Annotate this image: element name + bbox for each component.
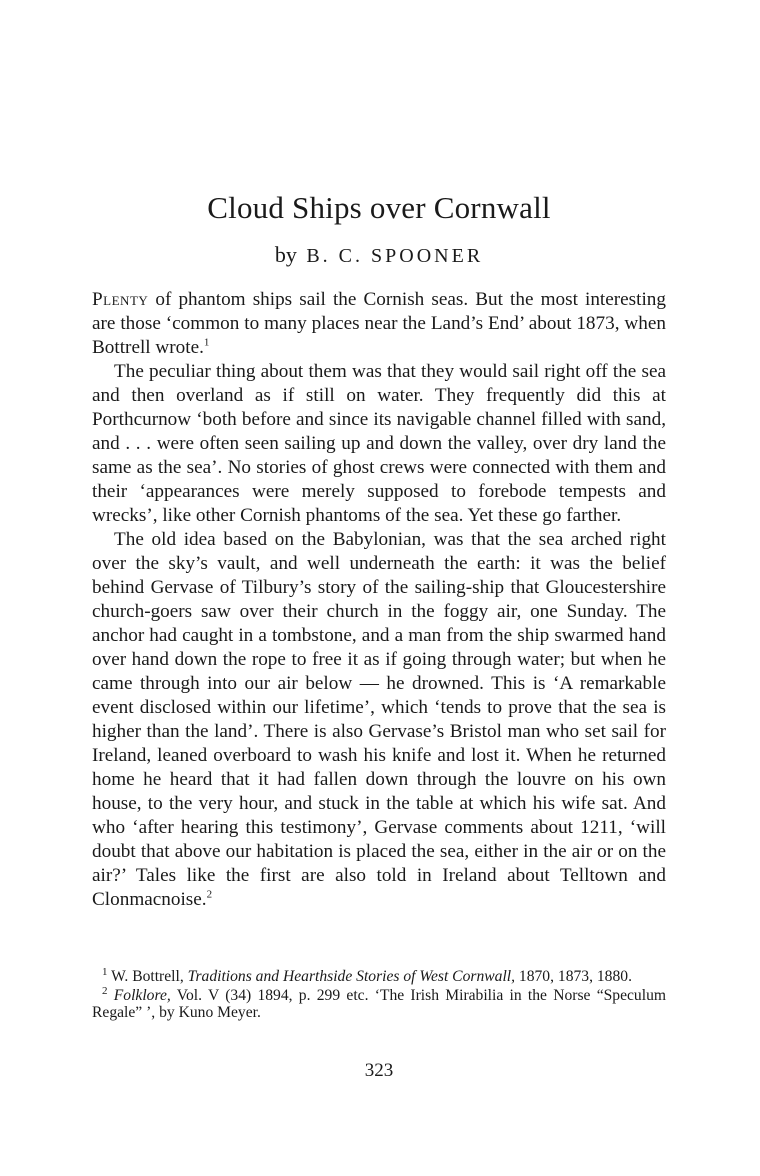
article-title: Cloud Ships over Cornwall bbox=[207, 190, 551, 225]
footnote-title: Folklore, bbox=[113, 987, 171, 1004]
footnote-text: 1870, 1873, 1880. bbox=[515, 968, 632, 985]
paragraph-lead-word: Plenty bbox=[92, 289, 149, 310]
footnote-marker: 2 bbox=[102, 984, 108, 997]
footnote-title: Traditions and Hearthside Stories of West Cornwall, bbox=[187, 968, 516, 985]
footnotes bbox=[92, 965, 666, 1023]
author-name: B. C. SPOONER bbox=[306, 245, 484, 267]
byline bbox=[92, 242, 666, 268]
article-body bbox=[92, 288, 666, 912]
footnote-marker: 1 bbox=[102, 965, 108, 978]
paragraph-text: The old idea based on the Babylonian, was that the sea arched right over the sky’s vault, and well underneath the earth: it was the belief behind Gervase of Tilbury’s story of the sailing-ship that Gloucestershire church-goers saw over their church in the foggy air, one Sunday. The anchor had caught in a tombstone, and a man from the ship swarmed hand over hand down the rope to free it as if going through water; but when he came through into our air below — he drowned. This is ‘A remarkable event disclosed within our lifetime’, which ‘tends to prove that the sea is higher than the land’. There is also Gervase’s Bristol man who set sail for Ireland, leaned overboard to wash his knife and lost it. When he returned home he heard that it had fallen down through the louvre on his own house, to the very hour, and stuck in the table at which his wife sat. And who ‘after hearing this testimony’, Gervase comments about 1211, ‘will doubt that above our habitation is placed the sea, either in the air or on the air?’ Tales like the first are also told in Ireland about Telltown and Clonmacnoise. bbox=[92, 529, 666, 910]
footnote-1 bbox=[92, 965, 666, 985]
page-number: 323 bbox=[364, 1060, 394, 1081]
paragraph-text: of phantom ships sail the Cornish seas. But the most interesting are those ‘common to many places near the Land’s End’ about 1873, when Bottrell wrote. bbox=[92, 289, 666, 358]
footnote-text: W. Bottrell, bbox=[107, 968, 188, 985]
byline-prefix: by bbox=[274, 242, 297, 267]
paragraph-2 bbox=[92, 360, 666, 528]
paragraph-3 bbox=[92, 528, 666, 912]
page bbox=[92, 0, 666, 1176]
footnote-2 bbox=[92, 984, 666, 1021]
footnote-text: Vol. V (34) 1894, p. 299 etc. ‘The Irish Mirabilia in the Norse “Speculum Regale” ’, by Kuno Meyer. bbox=[92, 987, 666, 1021]
footnote-reference[interactable]: 2 bbox=[206, 888, 213, 901]
paragraph-1 bbox=[92, 288, 666, 360]
paragraph-text: The peculiar thing about them was that they would sail right off the sea and then overland as if still on water. They frequently did this at Porthcurnow ‘both before and since its navigable channel filled with sand, and . . . were often seen sailing up and down the valley, over dry land the same as the sea’. No stories of ghost crews were connected with them and their ‘appearances were merely supposed to forebode tempests and wrecks’, like other Cornish phantoms of the sea. Yet these go farther. bbox=[92, 361, 666, 526]
footnote-reference[interactable]: 1 bbox=[203, 336, 210, 349]
